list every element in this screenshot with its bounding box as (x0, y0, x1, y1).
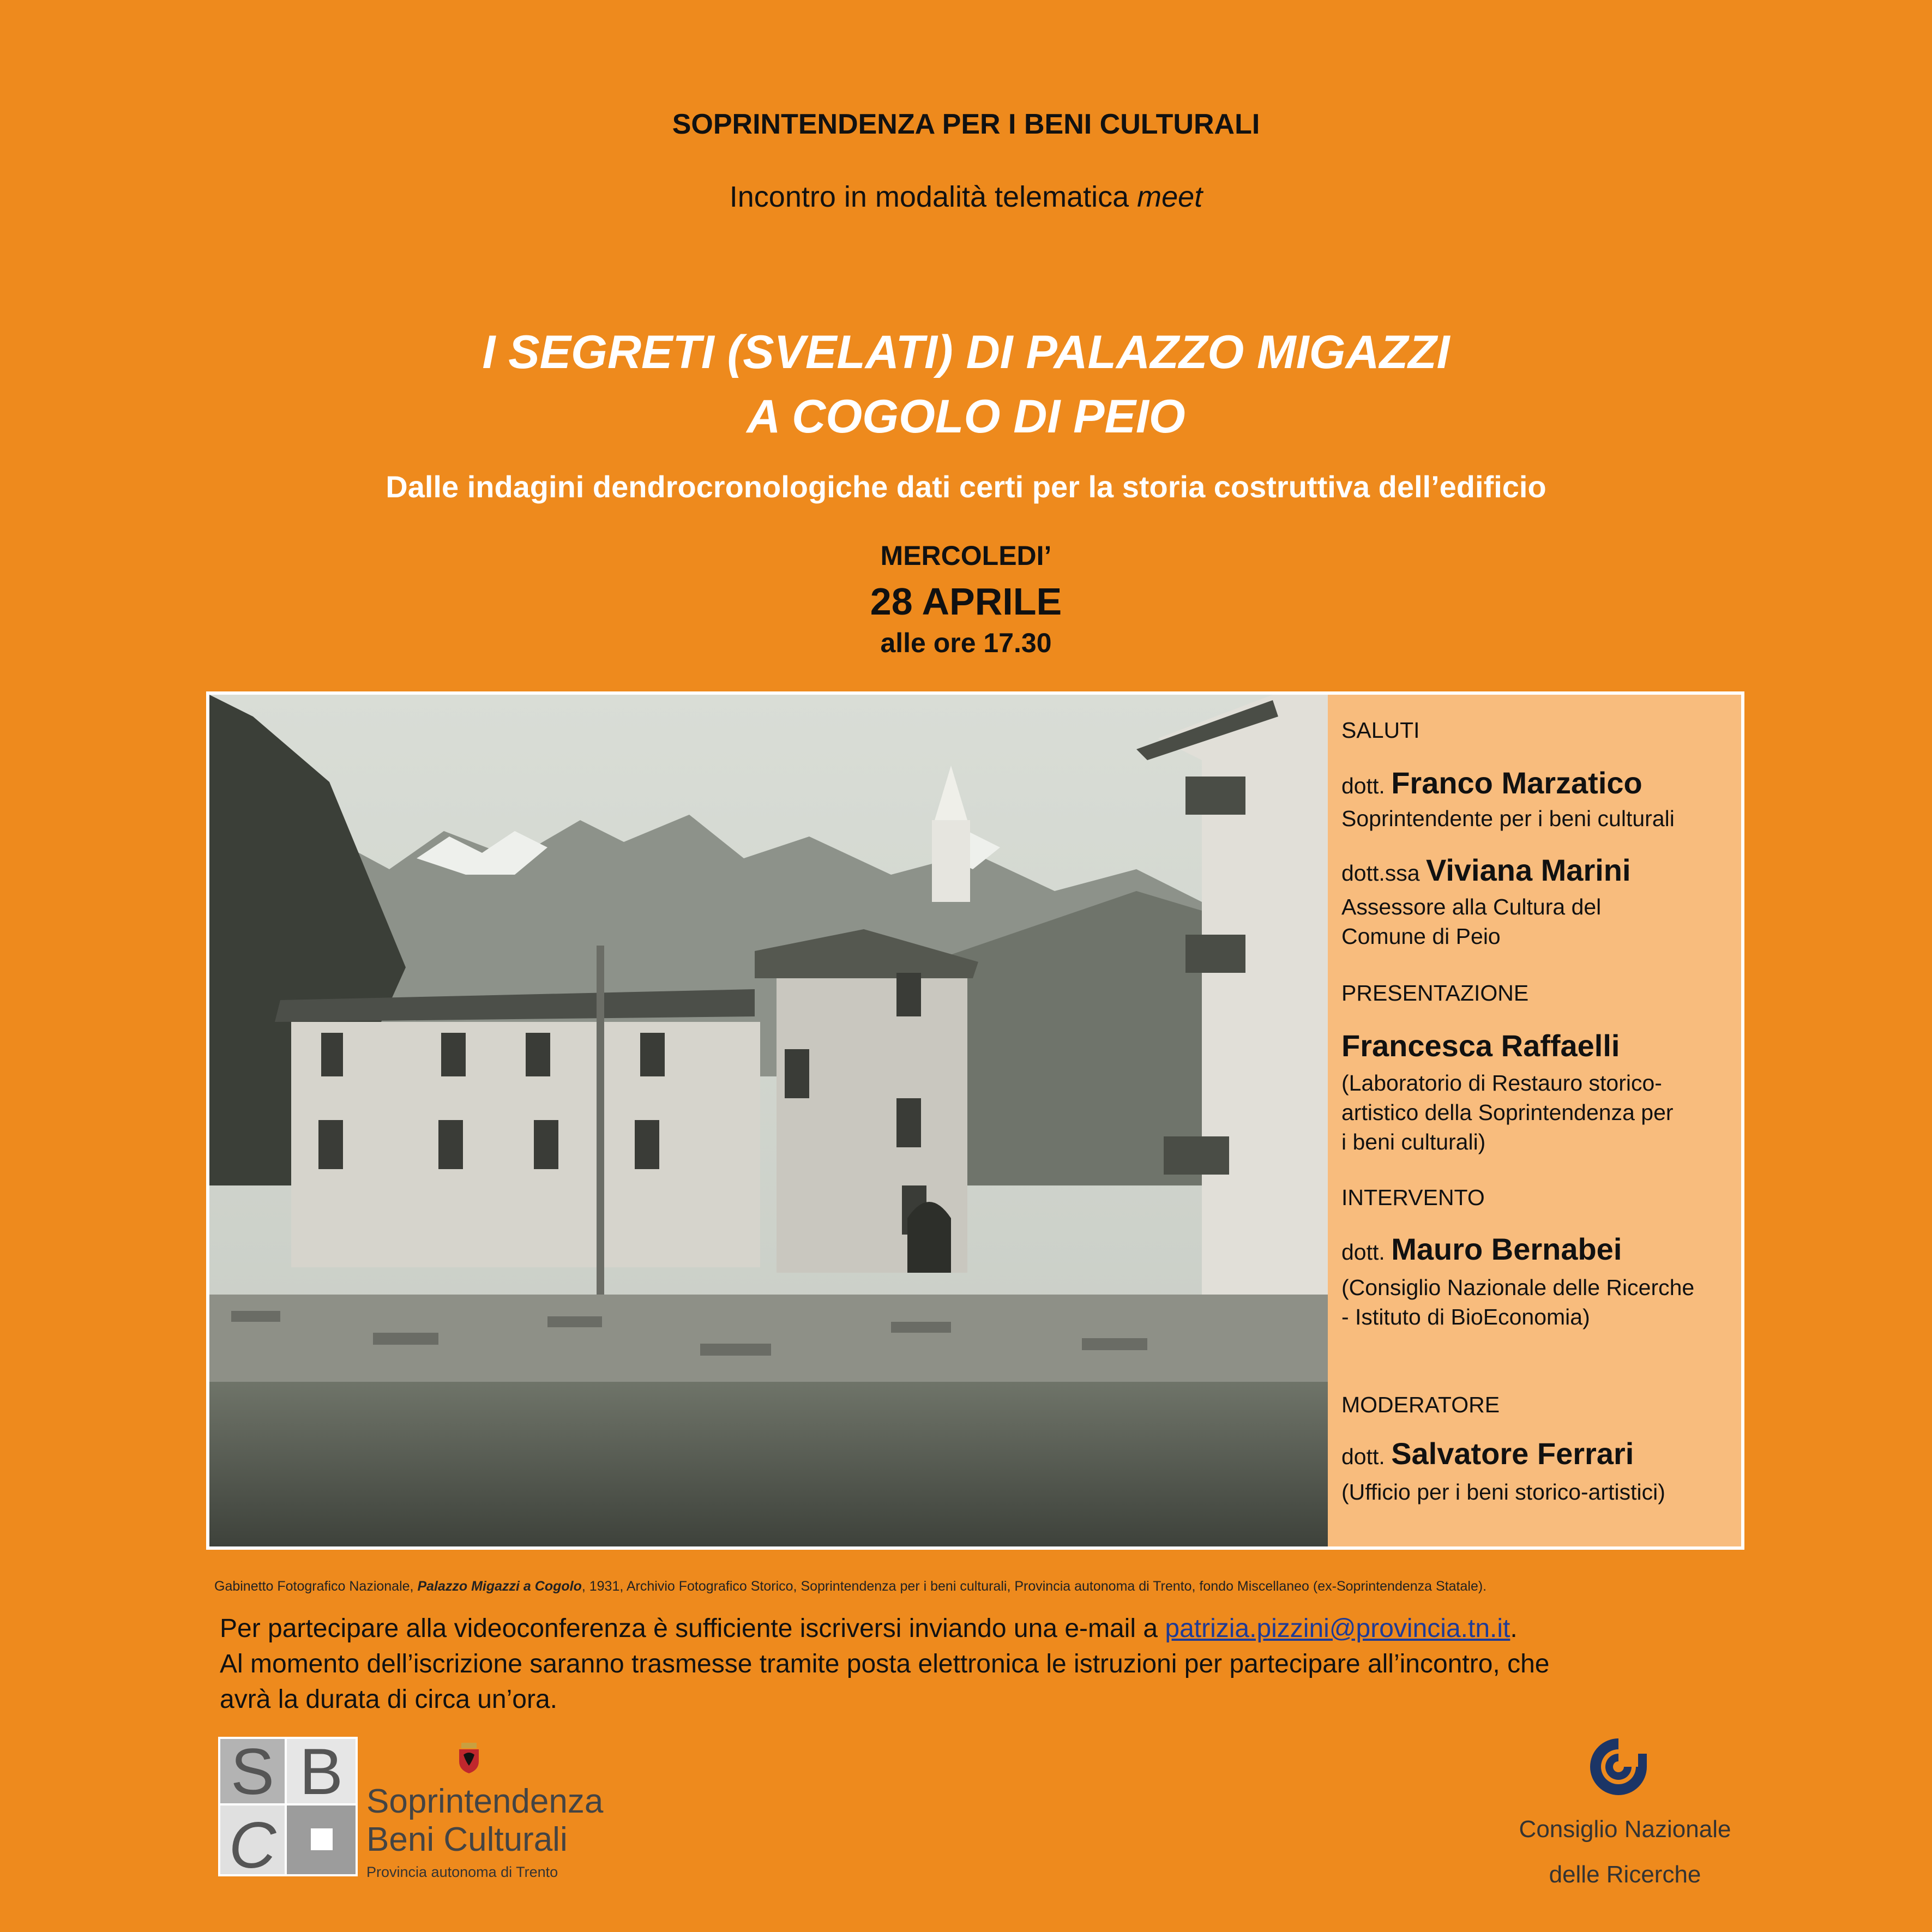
event-date: 28 APRILE (870, 580, 1062, 623)
speaker2-prefix: dott.ssa (1341, 860, 1420, 886)
speaker1-name: Franco Marzatico (1391, 766, 1642, 800)
intervento-heading: INTERVENTO (1341, 1185, 1485, 1210)
speaker5-prefix: dott. (1341, 1444, 1385, 1469)
presentazione-heading: PRESENTAZIONE (1341, 980, 1529, 1006)
event-time: alle ore 17.30 (880, 628, 1052, 658)
speaker5 (1341, 1436, 1734, 1471)
credit-title: Palazzo Migazzi a Cogolo (417, 1579, 582, 1594)
registration-text: Per partecipare alla videoconferenza è sufficiente iscriversi inviando una e-mail a (220, 1614, 1165, 1643)
moderatore-heading: MODERATORE (1341, 1392, 1500, 1417)
registration-line3: avrà la durata di circa un’ora. (220, 1685, 557, 1714)
organization-heading: SOPRINTENDENZA PER I BENI CULTURALI (672, 109, 1260, 140)
sbc-letter-s: S (230, 1737, 275, 1808)
speaker4 (1341, 1232, 1734, 1267)
speaker4-name: Mauro Bernabei (1391, 1232, 1622, 1266)
event-title-line1: I SEGRETI (SVELATI) DI PALAZZO MIGAZZI (482, 326, 1450, 378)
email-link[interactable]: patrizia.pizzini@provincia.tn.it (1165, 1614, 1510, 1643)
event-day: MERCOLEDI’ (880, 540, 1052, 571)
photo-credit (214, 1579, 1486, 1594)
speaker3-name: Francesca Raffaelli (1341, 1028, 1620, 1063)
saluti-heading: SALUTI (1341, 718, 1420, 743)
cnr-name-line2: delle Ricerche (1549, 1861, 1701, 1888)
event-tagline: Dalle indagini dendrocronologiche dati certi per la storia costruttiva dell’edificio (386, 470, 1546, 504)
speaker1 (1341, 768, 1734, 801)
registration-line1 (220, 1613, 1828, 1645)
registration-line2: Al momento dell’iscrizione saranno trasmesse tramite posta elettronica le istruzioni per partecipare all’incontro, che (220, 1650, 1550, 1678)
event-title-line2: A COGOLO DI PEIO (747, 390, 1185, 443)
speaker4-prefix: dott. (1341, 1239, 1385, 1265)
speaker5-role: (Ufficio per i beni storico-artistici) (1341, 1479, 1665, 1504)
meeting-mode-subtitle (0, 180, 1932, 214)
speaker2 (1341, 853, 1734, 888)
speaker2-role-line1: Assessore alla Cultura del (1341, 894, 1602, 919)
program-panel (1328, 695, 1741, 1546)
speaker4-role-line1: (Consiglio Nazionale delle Ricerche (1341, 1275, 1695, 1300)
speaker5-name: Salvatore Ferrari (1391, 1436, 1634, 1471)
speaker1-prefix: dott. (1341, 773, 1385, 798)
sbc-letter-b: B (299, 1737, 344, 1808)
historic-photo (209, 695, 1328, 1546)
sbc-letter-c: C (228, 1809, 276, 1876)
speaker3-role-line2: artistico della Soprintendenza per (1341, 1100, 1674, 1125)
photo-program-frame (206, 691, 1744, 1550)
cnr-logo-icon (1586, 1734, 1651, 1799)
sbc-province: Provincia autonoma di Trento (366, 1864, 558, 1880)
cnr-name-line1: Consiglio Nazionale (1519, 1816, 1731, 1843)
credit-suffix: , 1931, Archivio Fotografico Storico, Soprintendenza per i beni culturali, Provincia autonoma di Trento, fondo Miscellaneo (ex-Soprintendenza Statale). (581, 1579, 1487, 1594)
registration-period: . (1510, 1614, 1518, 1643)
speaker3-role-line1: (Laboratorio di Restauro storico- (1341, 1070, 1662, 1096)
sbc-name-line1: Soprintendenza (366, 1783, 604, 1820)
speaker2-name: Viviana Marini (1426, 853, 1631, 887)
speaker3-role-line3: i beni culturali) (1341, 1129, 1486, 1154)
subtitle-italic: meet (1137, 180, 1203, 213)
sbc-name-line2: Beni Culturali (366, 1821, 568, 1858)
speaker2-role-line2: Comune di Peio (1341, 924, 1501, 949)
trentino-crest-icon (458, 1743, 480, 1773)
speaker3 (1341, 1028, 1734, 1063)
subtitle-text: Incontro in modalità telematica (729, 180, 1137, 213)
speaker4-role-line2: - Istituto di BioEconomia) (1341, 1304, 1590, 1329)
credit-prefix: Gabinetto Fotografico Nazionale, (214, 1579, 418, 1594)
speaker1-role: Soprintendente per i beni culturali (1341, 806, 1675, 831)
sbc-logo (218, 1737, 358, 1876)
